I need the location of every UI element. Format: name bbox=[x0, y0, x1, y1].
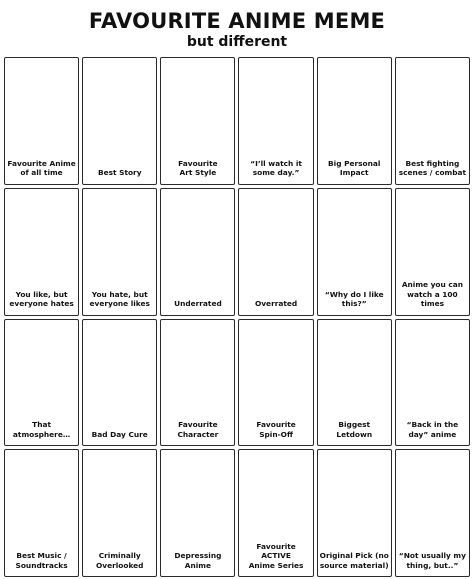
cell-label: Overrated bbox=[254, 299, 298, 309]
grid-cell-favourite-spin-off bbox=[238, 319, 313, 447]
grid-cell-best-music bbox=[4, 449, 79, 577]
cell-label: Favourite Character bbox=[177, 420, 219, 439]
grid-cell-favourite-character bbox=[160, 319, 235, 447]
grid-cell-biggest-letdown bbox=[317, 319, 392, 447]
cell-label: “Why do I like this?” bbox=[324, 289, 384, 309]
cell-label: Favourite Anime of all time bbox=[7, 158, 76, 178]
page-title: FAVOURITE ANIME MEME bbox=[88, 9, 386, 33]
grid-cell-criminally-overlooked bbox=[82, 449, 157, 577]
cell-label: Bad Day Cure bbox=[91, 429, 148, 439]
page-subtitle: but different bbox=[186, 34, 288, 50]
grid-cell-original-pick bbox=[317, 449, 392, 577]
cell-label: Favourite Spin-Off bbox=[256, 420, 296, 439]
cell-label: Favourite Art Style bbox=[178, 158, 218, 178]
cell-label: Depressing Anime bbox=[174, 551, 222, 570]
grid-cell-bad-day-cure bbox=[82, 319, 157, 447]
cell-label: That atmosphere… bbox=[12, 420, 71, 439]
grid-cell-that-atmosphere bbox=[4, 319, 79, 447]
meme-grid bbox=[4, 57, 470, 577]
grid-cell-best-fighting-scenes bbox=[395, 57, 470, 185]
grid-cell-depressing-anime bbox=[160, 449, 235, 577]
grid-cell-not-usually-my-thing bbox=[395, 449, 470, 577]
cell-label: You like, but everyone hates bbox=[9, 289, 74, 309]
cell-label: Favourite ACTIVE Anime Series bbox=[248, 541, 304, 570]
grid-cell-big-personal-impact bbox=[317, 57, 392, 185]
grid-cell-favourite-art-style bbox=[160, 57, 235, 185]
grid-cell-you-hate-everyone-likes bbox=[82, 188, 157, 316]
cell-label: Big Personal Impact bbox=[328, 158, 381, 178]
cell-label: “Back in the day” anime bbox=[406, 420, 459, 439]
cell-label: Biggest Letdown bbox=[336, 420, 373, 439]
page-header bbox=[0, 8, 474, 51]
grid-cell-favourite-active-series bbox=[238, 449, 313, 577]
grid-cell-why-do-i-like-this bbox=[317, 188, 392, 316]
grid-cell-back-in-the-day bbox=[395, 319, 470, 447]
grid-cell-best-story bbox=[82, 57, 157, 185]
cell-label: Underrated bbox=[174, 299, 222, 309]
cell-label: You hate, but everyone likes bbox=[89, 289, 150, 309]
cell-label: Best fighting scenes / combat bbox=[398, 158, 467, 178]
cell-label: Original Pick (no source material) bbox=[319, 551, 389, 570]
cell-label: Anime you can watch a 100 times bbox=[401, 280, 463, 309]
cell-label: Best Story bbox=[97, 168, 142, 178]
grid-cell-you-like-everyone-hates bbox=[4, 188, 79, 316]
cell-label: Criminally Overlooked bbox=[96, 551, 144, 570]
grid-cell-favourite-anime bbox=[4, 57, 79, 185]
cell-label: “I’ll watch it some day.” bbox=[250, 158, 302, 178]
cell-label: Best Music / Soundtracks bbox=[15, 551, 68, 570]
grid-cell-watch-100-times bbox=[395, 188, 470, 316]
grid-cell-watch-some-day bbox=[238, 57, 313, 185]
grid-cell-underrated bbox=[160, 188, 235, 316]
grid-cell-overrated bbox=[238, 188, 313, 316]
cell-label: “Not usually my thing, but..” bbox=[398, 551, 466, 570]
